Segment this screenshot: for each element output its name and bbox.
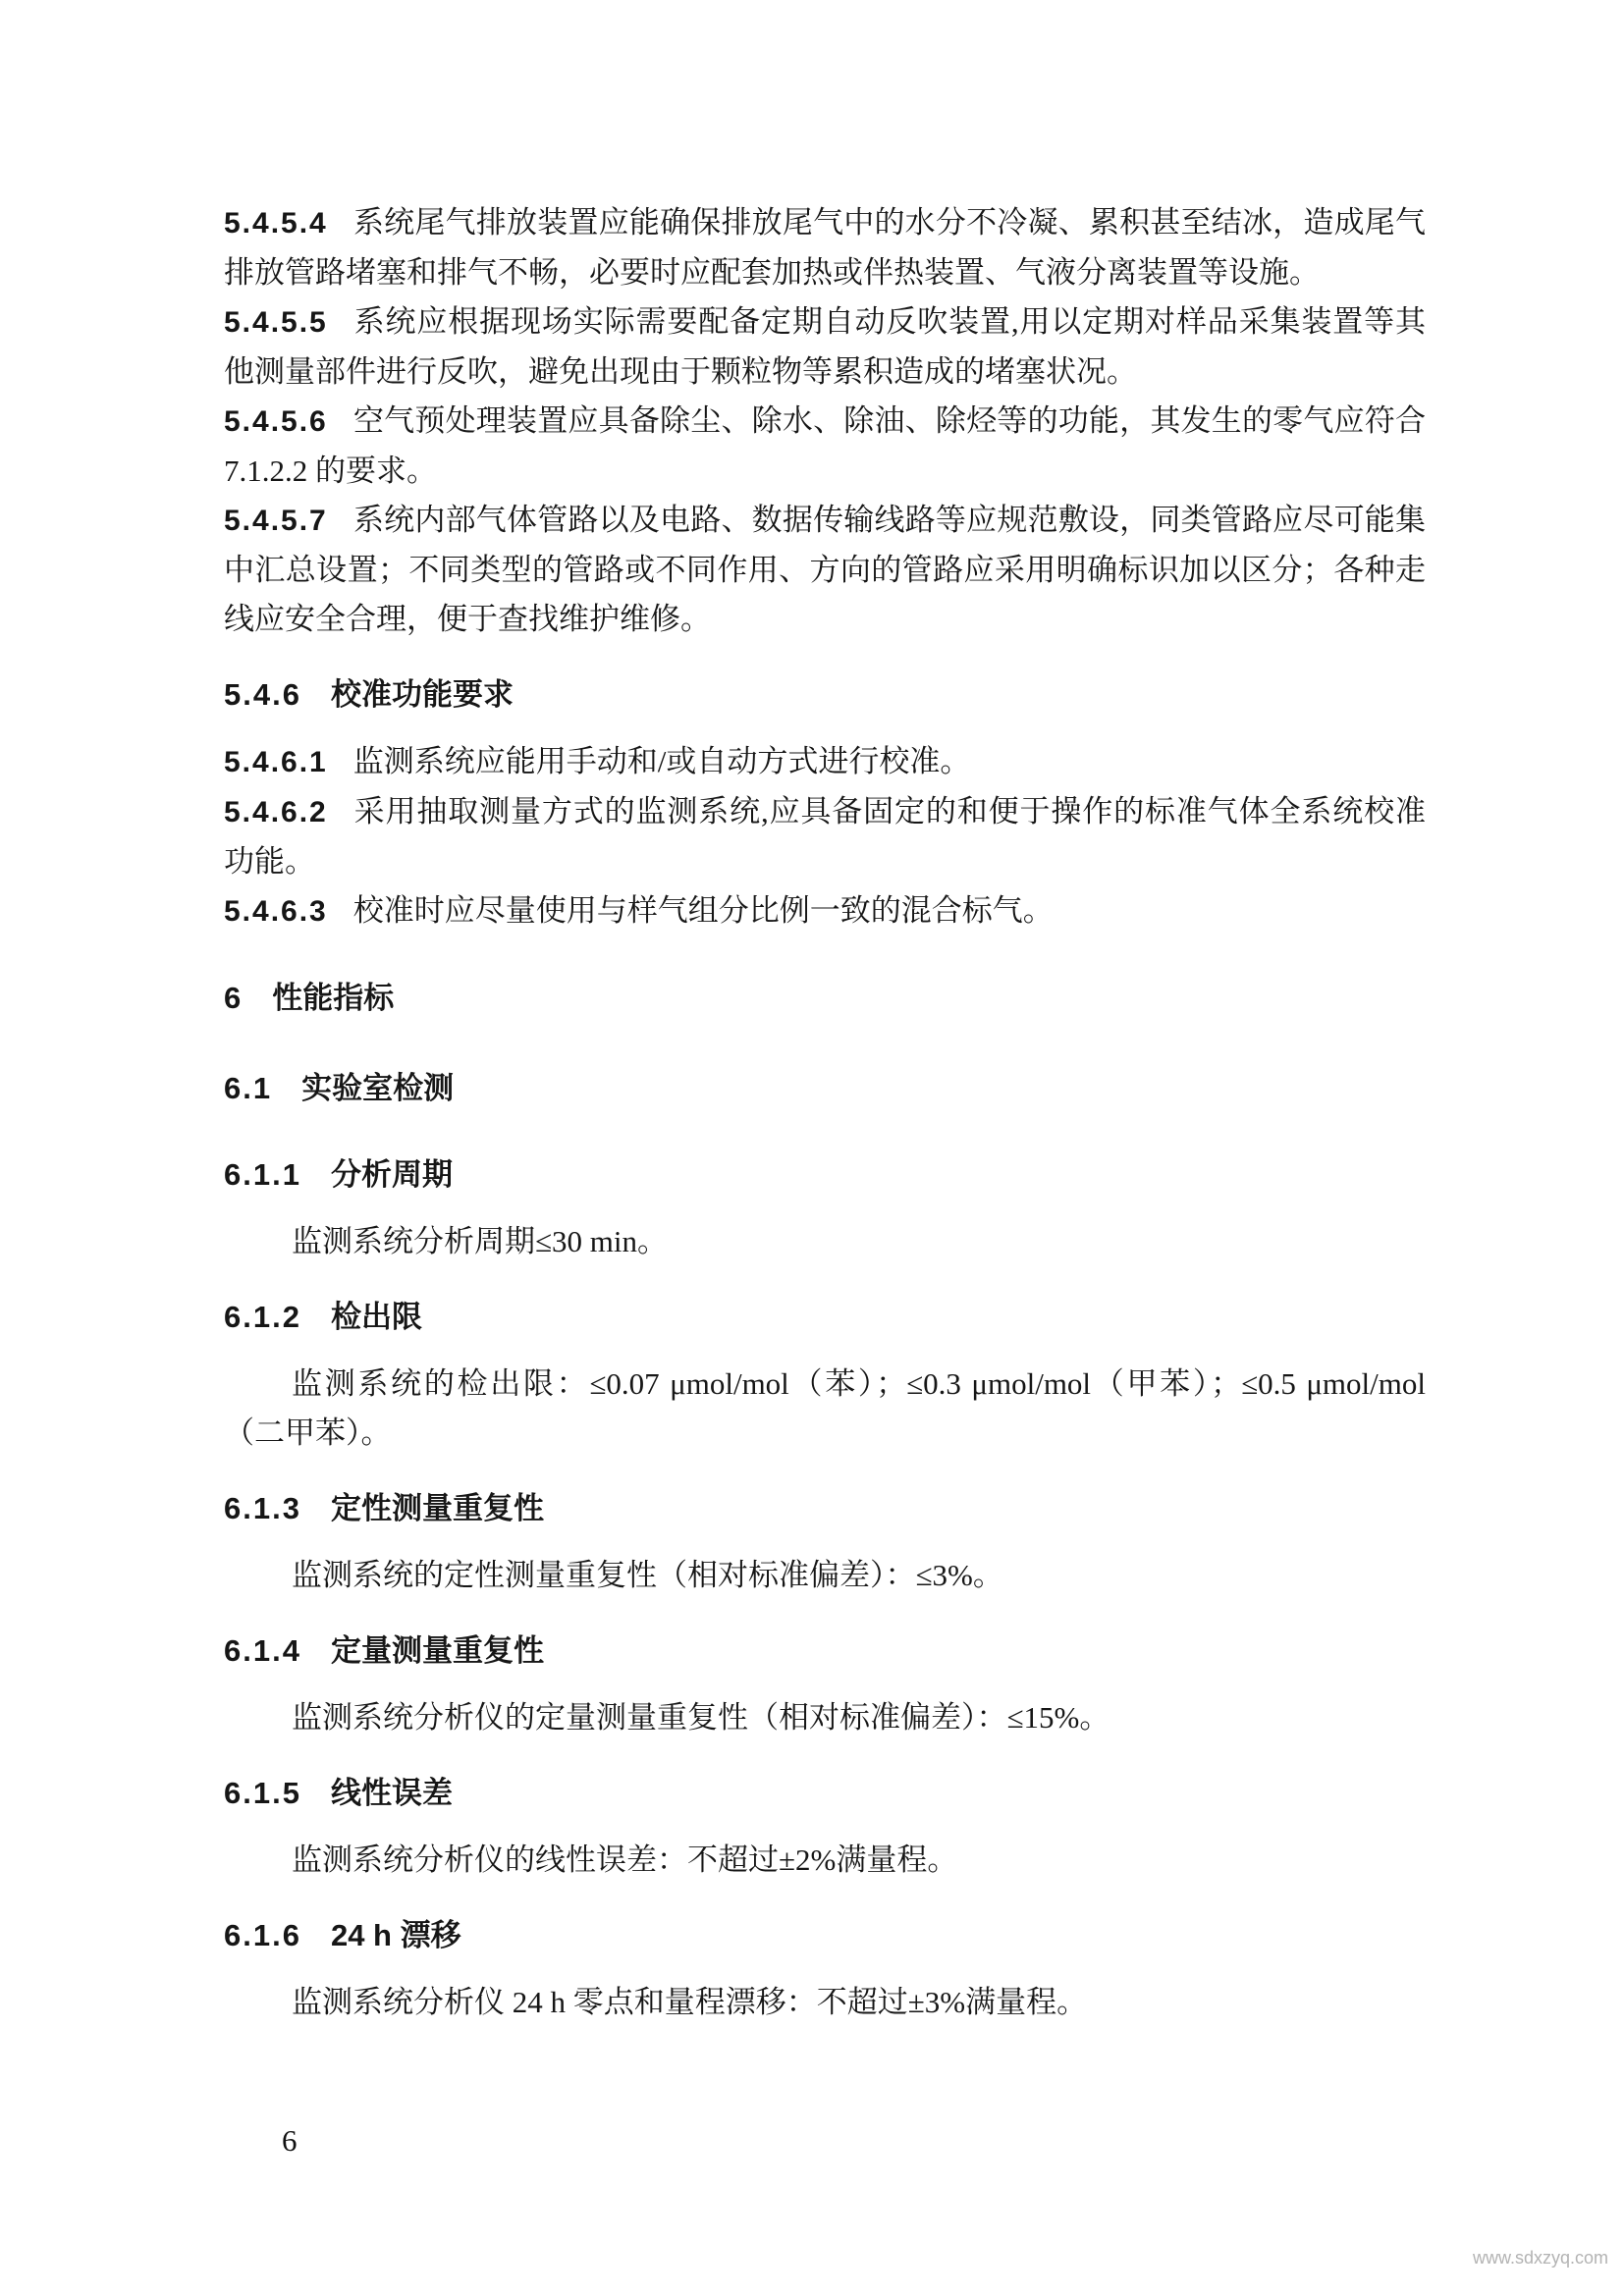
heading-number: 5.4.6 [224, 677, 301, 712]
heading-number: 6.1 [224, 1071, 273, 1105]
heading-number: 6.1.4 [224, 1633, 301, 1668]
heading-6.1.1 [224, 1150, 1426, 1200]
paragraph-text: 性能指标 [272, 981, 395, 1015]
heading-number: 6.1.6 [224, 1918, 301, 1952]
heading-number: 6 [224, 981, 244, 1015]
clause-5.4.6.1 [224, 737, 1426, 787]
clause-number: 5.4.5.5 [224, 306, 328, 339]
body-paragraph [224, 1551, 1426, 1600]
clause-5.4.5.4 [224, 198, 1426, 297]
page-number: 6 [282, 2123, 298, 2158]
clause-number: 5.4.6.1 [224, 746, 328, 778]
heading-number: 6.1.5 [224, 1776, 301, 1810]
paragraph-text: 线性误差 [330, 1776, 453, 1810]
paragraph-text: 定量测量重复性 [330, 1633, 544, 1668]
clause-5.4.6.3 [224, 886, 1426, 936]
paragraph-text: 实验室检测 [301, 1071, 455, 1105]
paragraph-text: 监测系统的定性测量重复性（相对标准偏差）：≤3%。 [292, 1558, 1003, 1592]
heading-6.1.5 [224, 1769, 1426, 1818]
paragraph-text: 监测系统的检出限：≤0.07 μmol/mol（苯）；≤0.3 μmol/mol（甲苯）；≤0.5 μmol/mol（二甲苯）。 [224, 1366, 1426, 1450]
paragraph-text: 校准时应尽量使用与样气组分比例一致的混合标气。 [352, 893, 1054, 928]
clause-number: 5.4.5.7 [224, 505, 328, 537]
body-paragraph [224, 1836, 1426, 1885]
heading-6.1.2 [224, 1293, 1426, 1342]
body-paragraph [224, 1978, 1426, 2027]
paragraph-text: 24 h 漂移 [330, 1918, 461, 1952]
document-content [224, 198, 1426, 2027]
paragraph-text: 检出限 [330, 1300, 422, 1334]
clause-number: 5.4.5.6 [224, 405, 328, 438]
paragraph-text: 监测系统分析仪的定量测量重复性（相对标准偏差）：≤15%。 [292, 1700, 1110, 1735]
watermark-url: www.sdxzyq.com [1472, 2248, 1608, 2268]
heading-6 [224, 974, 1426, 1023]
heading-number: 6.1.2 [224, 1300, 301, 1334]
paragraph-text: 系统尾气排放装置应能确保排放尾气中的水分不冷凝、累积甚至结冰，造成尾气排放管路堵塞和排气不畅，必要时应配套加热或伴热装置、气液分离装置等设施。 [224, 205, 1426, 290]
paragraph-text: 监测系统分析仪的线性误差：不超过±2%满量程。 [292, 1842, 958, 1877]
heading-number: 6.1.1 [224, 1157, 301, 1192]
heading-number: 6.1.3 [224, 1491, 301, 1525]
paragraph-text: 监测系统分析仪 24 h 零点和量程漂移：不超过±3%满量程。 [292, 1985, 1088, 2019]
paragraph-text: 监测系统应能用手动和/或自动方式进行校准。 [352, 744, 971, 778]
clause-number: 5.4.6.3 [224, 895, 328, 928]
heading-6.1.3 [224, 1484, 1426, 1533]
paragraph-text: 系统内部气体管路以及电路、数据传输线路等应规范敷设，同类管路应尽可能集中汇总设置；不同类型的管路或不同作用、方向的管路应采用明确标识加以区分；各种走线应安全合理，便于查找维护维修。 [224, 503, 1426, 636]
paragraph-text: 分析周期 [330, 1157, 453, 1192]
paragraph-text: 校准功能要求 [330, 677, 514, 712]
heading-6.1 [224, 1064, 1426, 1113]
heading-6.1.6 [224, 1911, 1426, 1960]
clause-5.4.5.7 [224, 496, 1426, 644]
body-paragraph [224, 1360, 1426, 1458]
paragraph-text: 监测系统分析周期≤30 min。 [292, 1224, 668, 1258]
body-paragraph [224, 1693, 1426, 1742]
clause-number: 5.4.5.4 [224, 207, 328, 240]
paragraph-text: 采用抽取测量方式的监测系统,应具备固定的和便于操作的标准气体全系统校准功能。 [224, 794, 1426, 879]
paragraph-text: 空气预处理装置应具备除尘、除水、除油、除烃等的功能，其发生的零气应符合 7.1.2.2 的要求。 [224, 403, 1426, 488]
clause-5.4.5.5 [224, 297, 1426, 397]
heading-5.4.6 [224, 670, 1426, 720]
heading-6.1.4 [224, 1627, 1426, 1676]
paragraph-text: 系统应根据现场实际需要配备定期自动反吹装置,用以定期对样品采集装置等其他测量部件进行反吹，避免出现由于颗粒物等累积造成的堵塞状况。 [224, 304, 1426, 389]
body-paragraph [224, 1217, 1426, 1266]
clause-number: 5.4.6.2 [224, 796, 328, 828]
clause-5.4.6.2 [224, 787, 1426, 886]
clause-5.4.5.6 [224, 397, 1426, 496]
paragraph-text: 定性测量重复性 [330, 1491, 544, 1525]
